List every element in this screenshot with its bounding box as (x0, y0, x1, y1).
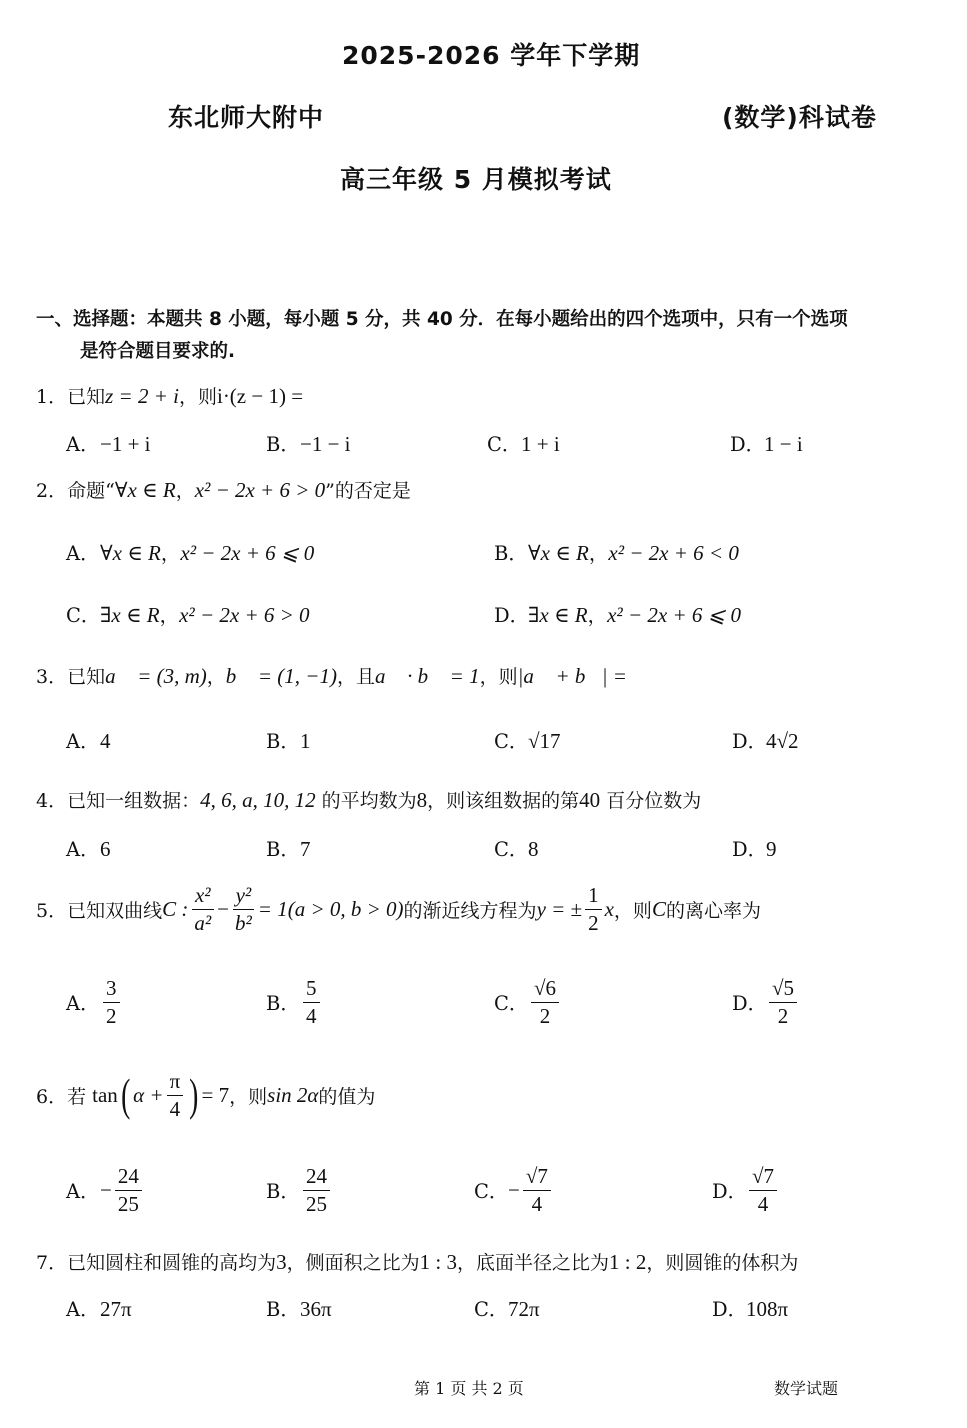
question-2-stem: 2．命题“∀x ∈ R，x² − 2x + 6 > 0”的否定是 (36, 478, 411, 502)
question-7-option-a[interactable]: A．27π (66, 1297, 132, 1321)
question-2-option-a[interactable]: A．∀x ∈ R，x² − 2x + 6 ⩽ 0 (66, 541, 315, 565)
question-6-option-d[interactable]: D． $\frac{√7}{4}$ (712, 1160, 780, 1220)
question-7-option-c[interactable]: C．72π (474, 1297, 540, 1321)
question-4-option-c[interactable]: C．8 (494, 837, 539, 861)
question-1-option-c[interactable]: C．1 + i (487, 432, 560, 456)
hyperbola-y-term: $\frac{\text{y²}}{\text{b²}}$ (232, 884, 255, 933)
subject-title: (数学)科试卷 (722, 103, 877, 132)
question-7-option-b[interactable]: B．36π (266, 1297, 332, 1321)
question-3-stem: 3．已知a⃗ = (3, m)，b⃗ = (1, −1)，且a⃗ · b⃗ = 1，则|a⃗ + b⃗| = (36, 664, 627, 688)
question-6-option-c[interactable]: C． − $\frac{√7}{4}$ (474, 1160, 554, 1220)
question-4-stem: 4．已知一组数据：4, 6, a, 10, 12 的平均数为8，则该组数据的第40 百分位数为 (36, 788, 702, 812)
question-3-option-c[interactable]: C．√17 (494, 729, 561, 753)
page-number: 第 1 页 共 2 页 (414, 1379, 524, 1398)
question-3-option-b[interactable]: B．1 (266, 729, 311, 753)
question-5-option-c[interactable]: C． $\frac{√6}{2}$ (494, 972, 562, 1032)
question-2-option-b[interactable]: B．∀x ∈ R，x² − 2x + 6 < 0 (494, 541, 739, 565)
question-2-option-d[interactable]: D．∃x ∈ R，x² − 2x + 6 ⩽ 0 (494, 603, 741, 627)
question-5-option-a[interactable]: A． $\frac{3}{2}$ (66, 972, 123, 1032)
question-5-option-b[interactable]: B． $\frac{5}{4}$ (266, 972, 323, 1032)
pi-over-4: $\frac{\pi}{4}$ (167, 1070, 184, 1119)
right-paren: ) (189, 1069, 199, 1120)
question-5-option-d[interactable]: D． $\frac{√5}{2}$ (732, 972, 800, 1032)
exam-name: 高三年级 5 月模拟考试 (340, 165, 612, 194)
left-paren: ( (120, 1069, 131, 1120)
question-4-option-b[interactable]: B．7 (266, 837, 311, 861)
question-7-stem: 7．已知圆柱和圆锥的高均为3，侧面积之比为1 : 3，底面半径之比为1 : 2，则圆锥的体积为 (36, 1250, 799, 1274)
question-1-stem: 1．已知z = 2 + i，则i·(z − 1) = (36, 384, 304, 408)
footer-subject: 数学试题 (774, 1379, 839, 1398)
question-1-option-a[interactable]: A．−1 + i (66, 432, 151, 456)
question-6-stem: 6． 若 tan ( α + $\frac{\pi}{4}$ ) = 7 ，则 sin 2α 的值为 (36, 1069, 376, 1121)
question-7-option-d[interactable]: D．108π (712, 1297, 789, 1321)
question-1-option-b[interactable]: B．−1 − i (266, 432, 351, 456)
question-4-option-a[interactable]: A．6 (66, 837, 111, 861)
question-3-option-a[interactable]: A．4 (66, 729, 111, 753)
question-5-stem: 5． 已知双曲线 C : $\frac{\text{x²}}{\text{a²}}$ − $\frac{\text{y²}}{\text{b²}}$ = 1(a > 0, b > 0) 的渐近线方程为 y = ± $\frac{1}{2}$ x ，则 C 的离心率为 (36, 883, 761, 935)
school-name: 东北师大附中 (168, 103, 325, 132)
exam-year-term: 2025-2026 学年下学期 (342, 41, 641, 70)
question-3-option-d[interactable]: D．4√2 (732, 729, 799, 753)
section-intro-line1: 一、选择题：本题共 8 小题，每小题 5 分，共 40 分．在每小题给出的四个选项中，只有一个选项 (36, 309, 848, 330)
section-intro-line2: 是符合题目要求的. (80, 341, 236, 362)
question-2-option-c[interactable]: C．∃x ∈ R，x² − 2x + 6 > 0 (66, 603, 310, 627)
hyperbola-x-term: $\frac{\text{x²}}{\text{a²}}$ (191, 884, 214, 933)
question-6-option-b[interactable]: B． $\frac{24}{25}$ (266, 1160, 333, 1220)
question-4-option-d[interactable]: D．9 (732, 837, 777, 861)
question-6-option-a[interactable]: A． − $\frac{24}{25}$ (66, 1160, 145, 1220)
question-1-option-d[interactable]: D．1 − i (730, 432, 803, 456)
asymptote-slope: $\frac{1}{2}$ (585, 884, 602, 933)
